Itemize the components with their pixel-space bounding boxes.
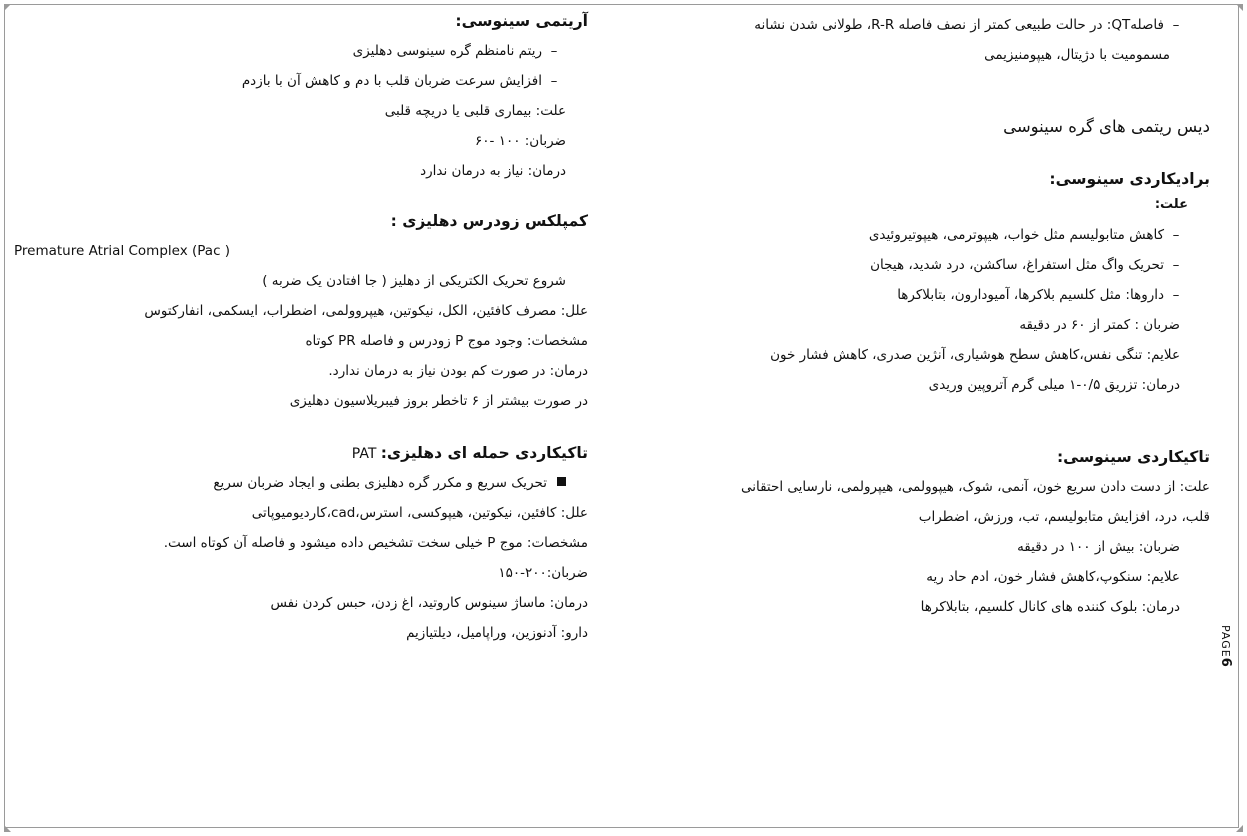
page-corner-mark [1236,825,1243,832]
tachycardia-cause-line-2: قلب، درد، افزایش متابولیسم، تب، ورزش، اضطراب [918,509,1210,525]
bradycardia-treatment: درمان: تزریق ۰/۵-۱ میلی گرم آتروپین وریدی [928,377,1180,393]
bradycardia-cause-item: –تحریک واگ مثل استفراغ، ساکشن، درد شدید، هیجان [618,250,1210,280]
tachycardia-rate: ضربان: بیش از ۱۰۰ در دقیقه [1017,539,1180,555]
arrhythmia-item: –ریتم نامنظم گره سینوسی دهلیزی [14,36,588,66]
arrhythmia-rate: ضربان: ۱۰۰ -۶۰ [475,133,566,149]
tachycardia-signs: علایم: سنکوپ،کاهش فشار خون، ادم حاد ریه [926,569,1180,585]
pac-causes: علل: مصرف کافئین، الکل، نیکوتین، هیپروولمی، اضطراب، ایسکمی، انفارکتوس [144,303,588,319]
arrhythmia-treatment: درمان: نیاز به درمان ندارد [420,163,566,179]
sinus-tachycardia-heading: تاکیکاردی سینوسی: [1056,448,1210,466]
pac-heading: کمپلکس زودرس دهلیزی : [390,212,588,230]
pac-treatment-1: درمان: در صورت کم بودن نیاز به درمان ندارد. [328,363,588,379]
bradycardia-cause-label: علت: [1154,197,1188,212]
page-number [1213,625,1233,695]
pat-abbr: PAT [351,446,377,462]
bradycardia-rate: ضربان : کمتر از ۶۰ در دقیقه [1019,317,1180,333]
pac-english-name: Premature Atrial Complex (Pac ) [14,243,231,259]
qt-interval-line [618,10,1210,40]
page-corner-mark [4,825,11,832]
page-label: PAGE [1219,625,1232,658]
sinus-arrhythmia-heading: آریتمی سینوسی: [455,12,588,30]
pat-treatment: درمان: ماساژ سینوس کاروتید، اغ زدن، حبس کردن نفس [270,595,588,611]
qt-interval-line-2: مسمومیت با دژیتال، هیپومنیزیمی [984,47,1170,63]
dash-bullet: – [1172,287,1180,303]
arrhythmia-item: –افزایش سرعت ضربان قلب با دم و کاهش آن با بازدم [14,66,588,96]
left-column [14,10,588,648]
dash-bullet: – [1172,227,1180,243]
bradycardia-cause-item: –داروها: مثل کلسیم بلاکرها، آمیودارون، بتابلاکرها [618,280,1210,310]
dash-bullet: – [1172,257,1180,273]
qt-interval-text: فاصلهQT: در حالت طبیعی کمتر از نصف فاصله R-R، طولانی شدن نشانه [754,17,1164,33]
tachycardia-cause-line-1: علت: از دست دادن سریع خون، آنمی، شوک، هیپوولمی، هیپرولمی، نارسایی احتقانی [740,479,1210,495]
pac-definition: شروع تحریک الکتریکی از دهلیز ( جا افتادن یک ضربه ) [262,273,566,289]
pat-heading-line [14,438,588,468]
square-bullet-icon [557,477,566,486]
dash-bullet: – [550,73,558,89]
page-corner-mark [1236,4,1243,11]
bradycardia-cause-item: –کاهش متابولیسم مثل خواب، هیپوترمی، هیپوتیروئیدی [618,220,1210,250]
pac-features: مشخصات: وجود موج P زودرس و فاصله PR کوتاه [305,333,588,349]
bradycardia-heading: برادیکاردی سینوسی: [1049,170,1210,188]
pat-definition-line: تحریک سریع و مکرر گره دهلیزی بطنی و ایجاد ضربان سریع [14,468,588,498]
pac-treatment-2: در صورت بیشتر از ۶ تاخطر بروز فیبریلاسیون دهلیزی [289,393,588,409]
pat-heading: تاکیکاردی حمله ای دهلیزی: [380,444,588,462]
pat-features: مشخصات: موج P خیلی سخت تشخیص داده میشود و فاصله آن کوتاه است. [163,535,588,551]
page-corner-mark [4,4,11,11]
pat-rate: ضربان:۲۰۰-۱۵۰ [498,565,588,581]
right-column [618,10,1210,622]
page-number-value: 6 [1218,657,1233,668]
dash-bullet: – [550,43,558,59]
pat-drugs: دارو: آدنوزین، وراپامیل، دیلتیازیم [406,625,588,641]
section-title: دیس ریتمی های گره سینوسی [1003,117,1210,136]
bradycardia-signs: علایم: تنگی نفس،کاهش سطح هوشیاری، آنژین صدری، کاهش فشار خون [770,347,1180,363]
tachycardia-treatment: درمان: بلوک کننده های کانال کلسیم، بتابلاکرها [920,599,1180,615]
dash-bullet: – [1172,17,1180,33]
arrhythmia-cause: علت: بیماری قلبی یا دریچه قلبی [384,103,566,119]
pat-causes: علل: کافئین، نیکوتین، هیپوکسی، استرس،cad،کاردیومیوپاتی [251,505,588,521]
